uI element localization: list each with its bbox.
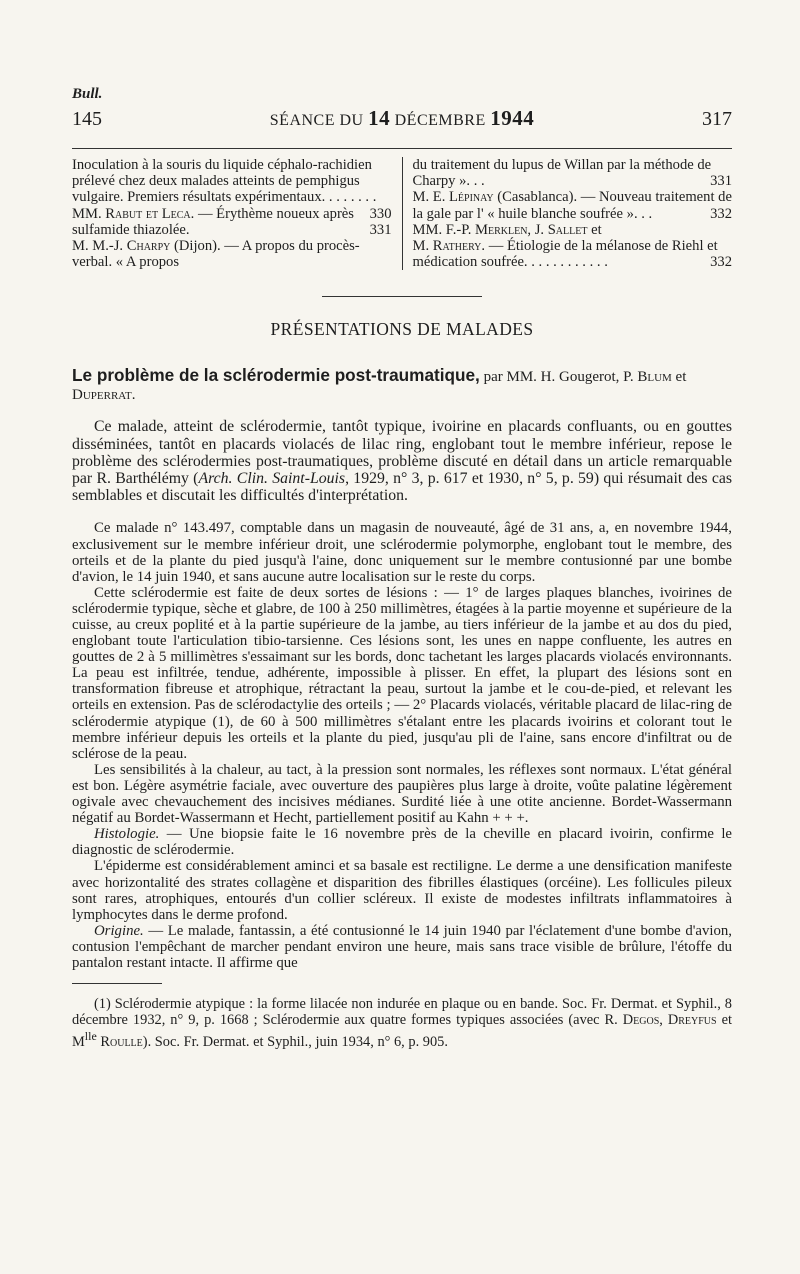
author-name: Degos, Dreyfus [622, 1012, 717, 1029]
toc-prefix: MM. F.-P. [412, 221, 475, 238]
author-name: Duperrat [72, 387, 132, 404]
citation: Soc. Fr. Dermat. et Syphil. [154, 1034, 309, 1051]
article-body [72, 418, 732, 971]
session-title [270, 106, 534, 131]
left-page-number: 145 [72, 108, 102, 130]
text-run: , juin 1934, n° 6, p. 905. [308, 1034, 448, 1051]
text-run: (1) Sclérodermie atypique : la forme lilacée non indurée en plaque ou en bande. [94, 996, 563, 1013]
toc-entry [413, 238, 733, 270]
footnote [72, 996, 732, 1050]
title-part: SÉANCE DU [269, 112, 369, 129]
paragraph-case: Ce malade n° 143.497, comptable dans un magasin de nouveauté, âgé de 31 ans, a, en novembre 1944, exclusivement sur le membre inférieur droit, une sclérodermie polymorphe, englobant tout le membre, des orteils et de la plante du pied jusqu'à l'aine, donc uniquement sur le membre contusionné par une bombe d'avion, le 14 juin 1940, et sans aucune autre localisation sur le reste du corps. [72, 520, 732, 585]
toc-entry [413, 157, 733, 189]
toc-authors: Rathery [432, 238, 482, 255]
citation: Soc. Fr. Dermat. et Syphil. [562, 996, 718, 1013]
toc-left-column [72, 157, 403, 270]
paragraph-epidermis: L'épiderme est considérablement aminci et sa basale est rectiligne. Le derme a une densification manifeste avec horizontalité des strates collagène et disparition des fibrilles élastiques (orcéine). Les follicules pileux sont rares, atrophiques, entourés d'un collier scléreux. Il existe de modestes infiltrats inflammatoires à lymphocytes dans le derme profond. [72, 858, 732, 923]
text-run: et M [72, 1012, 732, 1051]
toc-page: 332 [710, 254, 732, 271]
text-run: — Le malade, fantassin, a été contusionné le 14 juin 1940 par l'éclatement d'une bombe d'avion, contusion l'empêchant de marcher pendant environ une heure, mais sans trace visible de brûlure, l'étoffe du pantalon restant intacte. Il affirme que [72, 922, 732, 971]
toc-text: du traitement du lupus de Willan par la méthode de Charpy ». . . [412, 157, 712, 190]
toc-prefix: MM. [72, 205, 106, 222]
toc-authors: Rabut et Leca [105, 205, 191, 222]
toc-entry [413, 189, 733, 221]
author-name: Blum [637, 369, 672, 386]
paragraph-exam: Les sensibilités à la chaleur, au tact, à la pression sont normales, les réflexes sont normaux. L'état général est bon. Légère asymétrie faciale, avec ouverture des paupières plus large à droite, voûte palatine légèrement ogivale avec chevauchement des incisives médianes. Surdité liée à une otite ancienne. Bordet-Wassermann négatif au Bordet-Wassermann et Hecht, partiellement positif au Kahn + + +. [72, 761, 732, 827]
toc-page: 330 [369, 205, 392, 222]
toc-entry [72, 238, 392, 270]
toc-prefix: M. E. [412, 189, 449, 206]
journal-abbrev: Bull. [72, 86, 103, 102]
toc-text: et [587, 221, 602, 238]
title-day: 14 [368, 106, 391, 130]
citation: Arch. Clin. Saint-Louis [198, 470, 346, 488]
toc-page: 332 [710, 205, 732, 222]
header-rule [72, 148, 732, 149]
toc-prefix: M. [412, 238, 433, 255]
authors-part: et [671, 369, 687, 386]
paragraph-intro [72, 418, 732, 504]
author-name: Roulle [100, 1034, 143, 1051]
paragraph-histology [72, 826, 732, 858]
toc-page: 331 [369, 221, 392, 238]
document-page [72, 88, 732, 1050]
title-year: 1944 [490, 106, 535, 130]
text-run: ). [142, 1034, 155, 1051]
toc-entry [72, 206, 392, 238]
section-heading: PRÉSENTATIONS DE MALADES [270, 319, 534, 340]
article-heading [72, 366, 732, 404]
toc-authors: Merklen, J. Sallet [475, 221, 588, 238]
article-title: Le problème de la sclérodermie post-traumatique, [72, 365, 480, 386]
toc-prefix: M. M.-J. [72, 238, 127, 255]
authors-part: . [131, 387, 136, 404]
toc-right-column [403, 157, 733, 270]
page-number: 317 [702, 108, 732, 130]
subhead-label: Origine. [94, 922, 144, 939]
paragraph-origin [72, 923, 732, 971]
running-header [72, 88, 732, 146]
toc-page: 331 [710, 173, 732, 190]
authors-part: par MM. H. Gougerot, P. [479, 369, 638, 386]
text-run: , 1929, n° 3, p. 617 et 1930, n° 5, p. 59) qui résumait des cas semblables et discutait les difficultés d'interprétation. [72, 470, 732, 505]
paragraph-lesions: Cette sclérodermie est faite de deux sortes de lésions : — 1° de larges plaques blanches, ivoirines de sclérodermie typique, sèche et glabre, de 100 à 250 millimètres, étagées à la partie moyenne et supérieure de la cuisse, au creux poplité et à la partie supérieure de la jambe, au tiers inférieur de la jambe et au dos du pied, englobant toute l'articulation tibio-tarsienne. Ces lésions sont, les unes en nappe confluente, les autres en gouttes de 2 à 5 millimètres s'essaimant sur les bords, donc tachetant les larges placards violacés environnants. La peau est infiltrée, tendue, adhérente, impossible à plisser. En effet, la plupart des lésions sont en transformation fibreuse et atrophique, rétractant la peau, surtout la jambe et le cou-de-pied, et relevant les orteils en extension. Pas de sclérodactylie des orteils ; — 2° Placards violacés, véritable placard de lilac-ring de sclérodermie atypique (1), de 60 à 500 millimètres s'étalant entre les placards ivoirins et colorant tout le membre inférieur depuis les orteils et la plante du pied, jusqu'au pli de l'aine, sans encore d'infiltrat ou de sclérose de la peau. [72, 584, 732, 762]
toc-text: . — Érythème noueux après sulfamide thiazolée. [72, 205, 354, 238]
subhead-label: Histologie. [94, 826, 160, 843]
title-part: DÉCEMBRE [390, 112, 491, 129]
toc-text: (Dijon). — A propos du procès-verbal. « A propos [72, 238, 360, 271]
footnote-rule [72, 983, 162, 984]
toc-authors: Lépinay [448, 189, 494, 206]
section-divider [322, 296, 482, 297]
toc-text: (Casablanca). — Nouveau traitement de la gale par l' « huile blanche soufrée ». . . [412, 189, 732, 222]
table-of-contents [72, 157, 732, 270]
toc-entry [413, 222, 733, 238]
superscript: lle [84, 1029, 97, 1044]
toc-text: Inoculation à la souris du liquide céphalo-rachidien prélevé chez deux malades atteints de pemphigus vulgaire. Premiers résultats expérimentaux. . . . . . . . [72, 157, 377, 206]
text-run: Ce malade, atteint de sclérodermie, tantôt typique, ivoirine en placards confluants, ou en gouttes disséminées, tantôt en placards violacés de lilac ring, englobant tout le membre inférieur, repose le problème des sclérodermies post-traumatiques, problème discuté en détail dans un article remarquable par R. Barthélémy ( [72, 418, 732, 488]
text-run: , 8 décembre 1932, n° 9, p. 1668 ; Sclérodermie aux quatre formes typiques associées (avec R. [72, 996, 732, 1029]
toc-text: . — Étiologie de la mélanose de Riehl et médication soufrée. . . . . . . . . . . . [412, 238, 718, 271]
text-run: — Une biopsie faite le 16 novembre près de la cheville en placard ivoirin, confirme le diagnostic de sclérodermie. [72, 826, 732, 859]
toc-authors: Charpy [126, 238, 171, 255]
